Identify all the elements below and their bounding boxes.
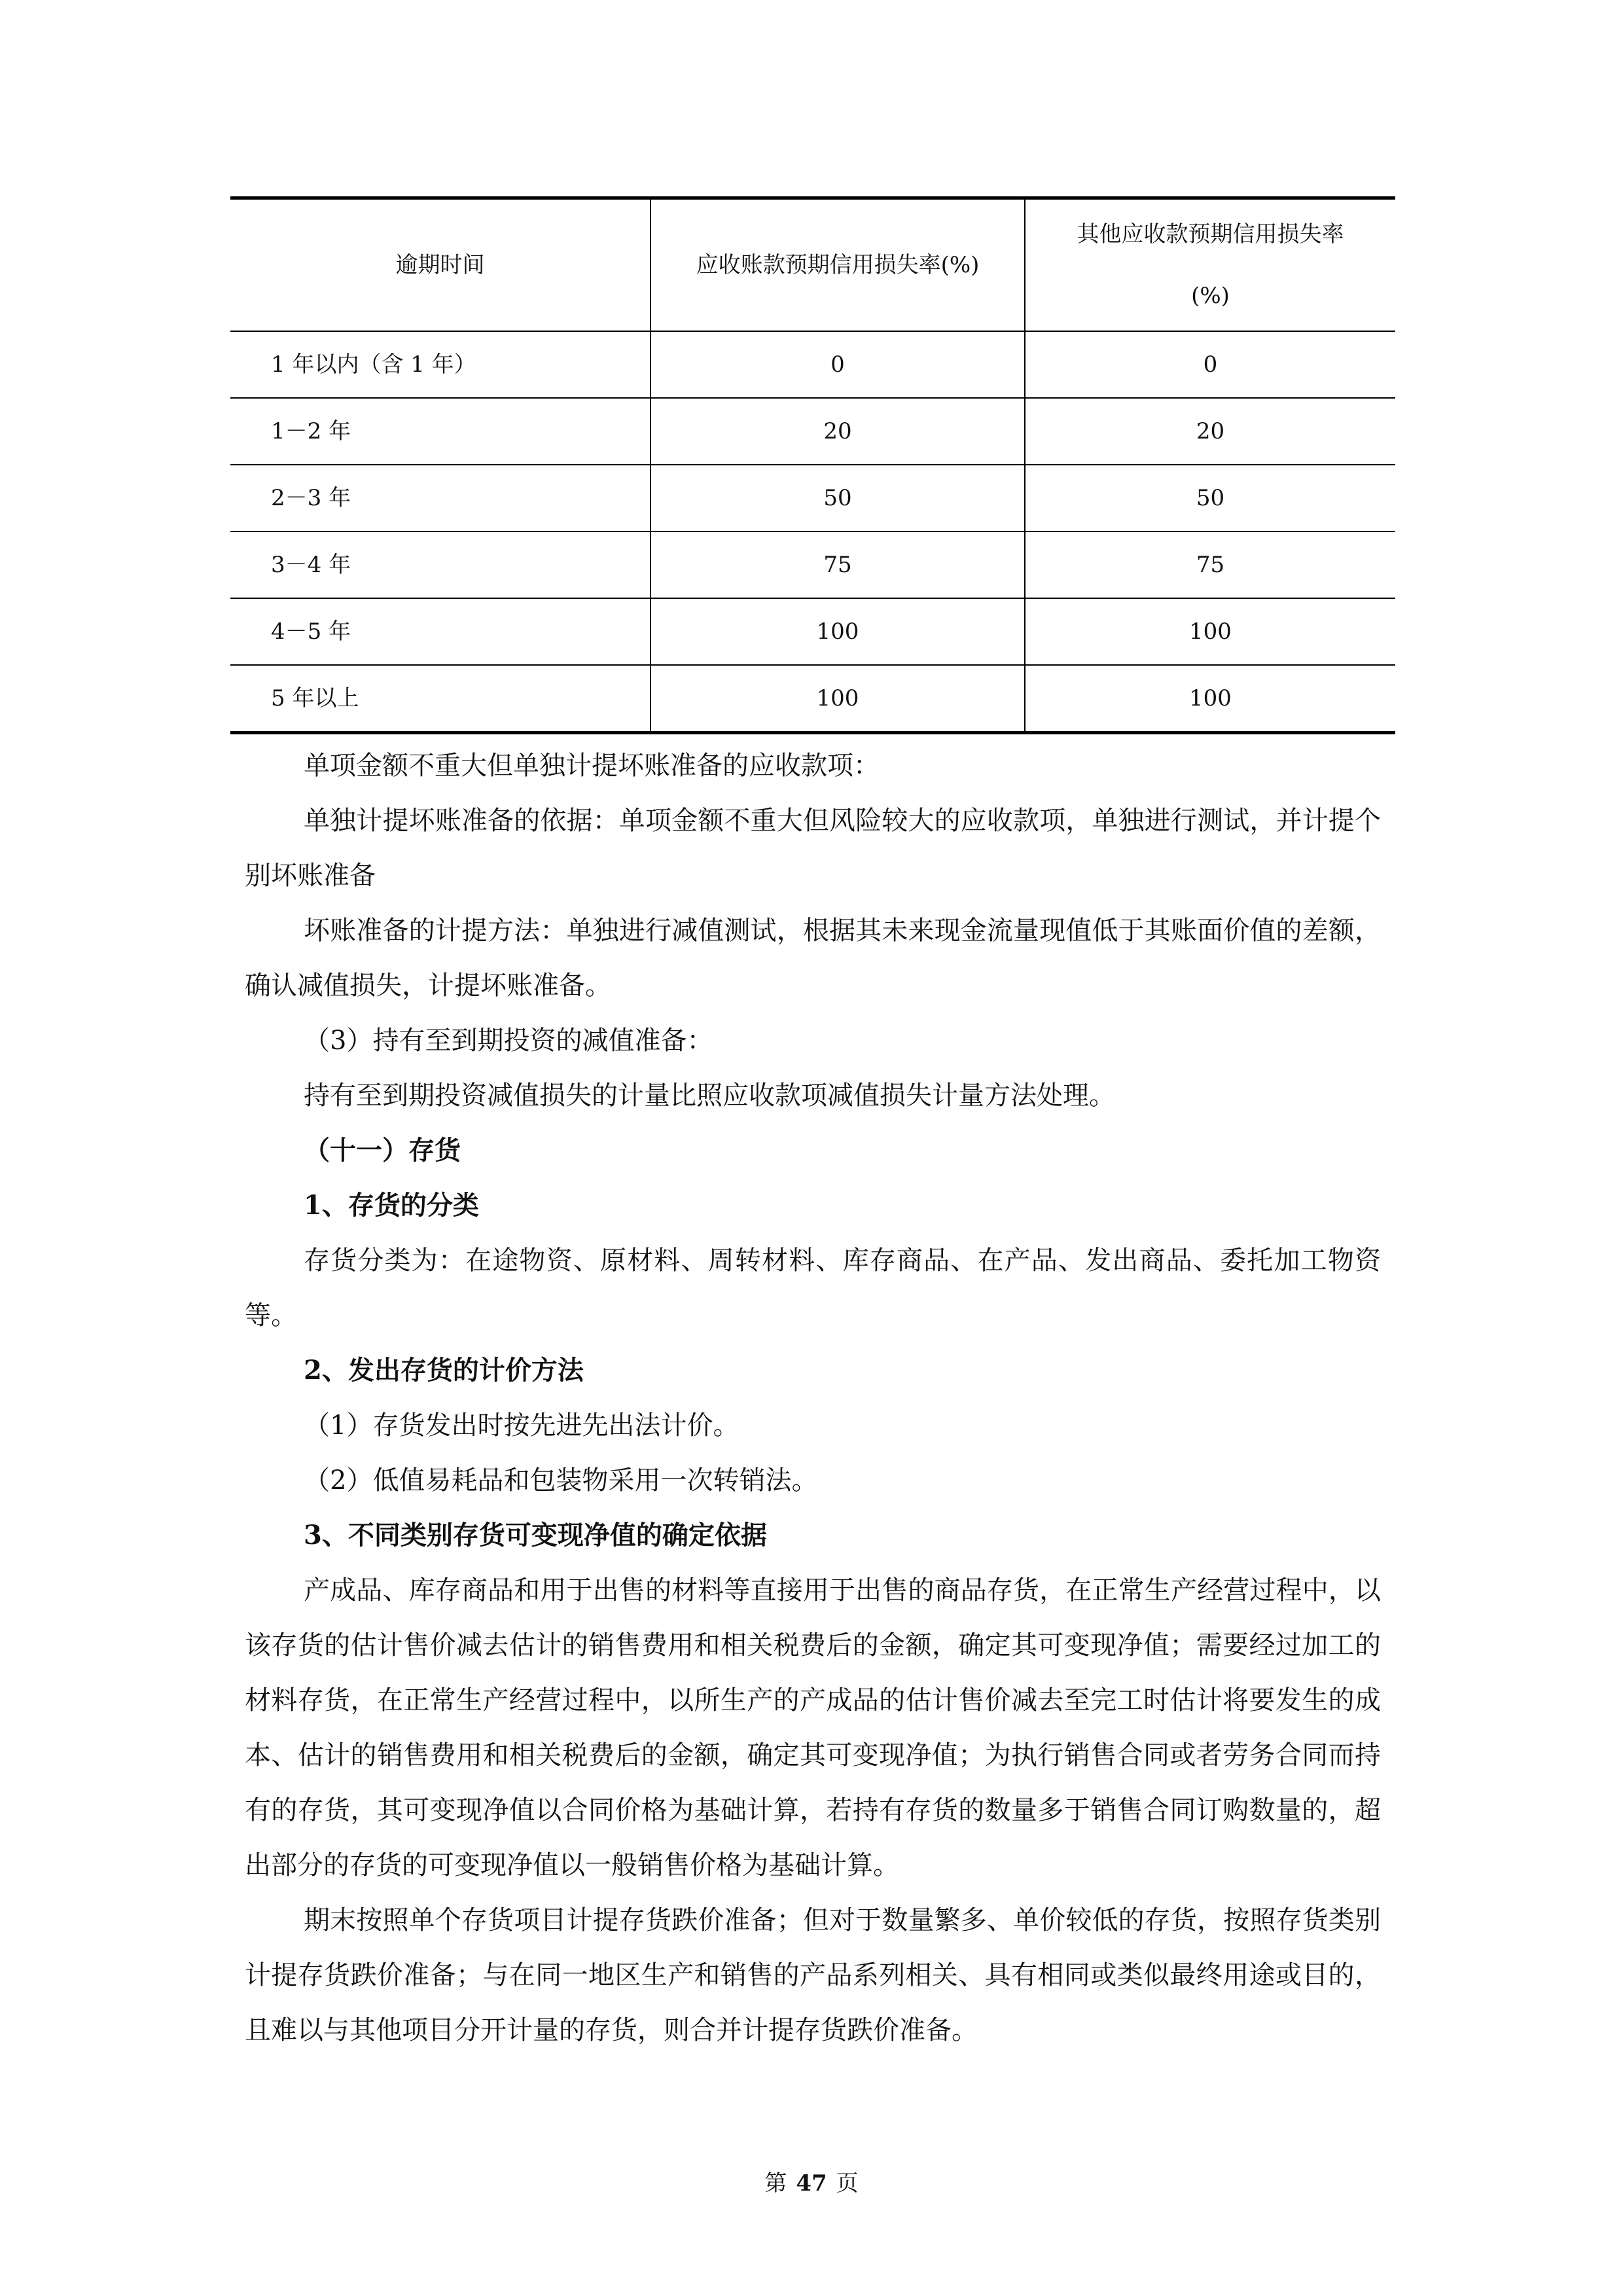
table-row <box>230 531 1395 598</box>
row-overdue-period: 4－5 年 <box>230 598 651 665</box>
paragraph: （3）持有至到期投资的减值准备： <box>304 1026 713 1056</box>
row-overdue-period: 1－2 年 <box>230 398 651 465</box>
row-other-receivables-rate: 20 <box>1025 398 1395 465</box>
page-number: 47 <box>796 2170 827 2197</box>
row-receivables-rate: 50 <box>651 465 1025 531</box>
table-row <box>230 398 1395 465</box>
row-receivables-rate: 100 <box>651 665 1025 733</box>
table-row <box>230 331 1395 398</box>
paragraph: 单独计提坏账准备的依据：单项金额不重大但风险较大的应收款项，单独进行测试，并计提个别坏账准备 <box>245 806 1381 891</box>
section-heading: 2、发出存货的计价方法 <box>304 1355 584 1386</box>
row-other-receivables-rate: 100 <box>1025 665 1395 733</box>
paragraph: 期末按照单个存货项目计提存货跌价准备；但对于数量繁多、单价较低的存货，按照存货类别计提存货跌价准备；与在同一地区生产和销售的产品系列相关、具有相同或类似最终用途或目的，且难以与其他项目分开计量的存货，则合并计提存货跌价准备。 <box>245 1905 1381 2045</box>
row-other-receivables-rate: 50 <box>1025 465 1395 531</box>
row-other-receivables-rate: 100 <box>1025 598 1395 665</box>
row-overdue-period: 5 年以上 <box>230 665 651 733</box>
body-text <box>245 738 1381 2058</box>
table-row <box>230 465 1395 531</box>
row-receivables-rate: 75 <box>651 531 1025 598</box>
paragraph: 单项金额不重大但单独计提坏账准备的应收款项： <box>304 751 880 781</box>
paragraph: 持有至到期投资减值损失的计量比照应收款项减值损失计量方法处理。 <box>304 1081 1115 1111</box>
header-other-receivables-rate-text: 其他应收款预期信用损失率 (%) <box>1077 221 1344 309</box>
row-other-receivables-rate: 75 <box>1025 531 1395 598</box>
row-receivables-rate: 0 <box>651 331 1025 398</box>
paragraph: （2）低值易耗品和包装物采用一次转销法。 <box>304 1465 818 1496</box>
section-heading: 1、存货的分类 <box>304 1190 479 1221</box>
row-receivables-rate: 20 <box>651 398 1025 465</box>
row-overdue-period: 2－3 年 <box>230 465 651 531</box>
paragraph: （1）存货发出时按先进先出法计价。 <box>304 1410 740 1441</box>
paragraph: 存货分类为：在途物资、原材料、周转材料、库存商品、在产品、发出商品、委托加工物资等。 <box>245 1246 1381 1331</box>
footer-suffix: 页 <box>836 2170 859 2197</box>
row-overdue-period: 1 年以内（含 1 年） <box>230 331 651 398</box>
footer-prefix: 第 <box>764 2170 787 2197</box>
table-row <box>230 598 1395 665</box>
header-overdue-period: 逾期时间 <box>395 251 485 278</box>
page-footer <box>0 2165 1623 2197</box>
header-other-receivables-rate <box>1025 198 1395 332</box>
row-other-receivables-rate: 0 <box>1025 331 1395 398</box>
row-overdue-period: 3－4 年 <box>230 531 651 598</box>
paragraph: 产成品、库存商品和用于出售的材料等直接用于出售的商品存货，在正常生产经营过程中，以该存货的估计售价减去估计的销售费用和相关税费后的金额，确定其可变现净值；需要经过加工的材料存货，在正常生产经营过程中，以所生产的产成品的估计售价减去至完工时估计将要发生的成本、估计的销售费用和相关税费后的金额，确定其可变现净值；为执行销售合同或者劳务合同而持有的存货，其可变现净值以合同价格为基础计算，若持有存货的数量多于销售合同订购数量的，超出部分的存货的可变现净值以一般销售价格为基础计算。 <box>245 1575 1381 1880</box>
header-receivables-rate: 应收账款预期信用损失率(%) <box>651 198 1025 332</box>
credit-loss-rate-table <box>230 196 1395 734</box>
section-heading: 3、不同类别存货可变现净值的确定依据 <box>304 1520 767 1551</box>
table-header-row <box>230 198 1395 332</box>
paragraph: 坏账准备的计提方法：单独进行减值测试，根据其未来现金流量现值低于其账面价值的差额，确认减值损失，计提坏账准备。 <box>245 916 1381 1001</box>
table-row <box>230 665 1395 733</box>
row-receivables-rate: 100 <box>651 598 1025 665</box>
section-heading: （十一）存货 <box>304 1135 461 1166</box>
